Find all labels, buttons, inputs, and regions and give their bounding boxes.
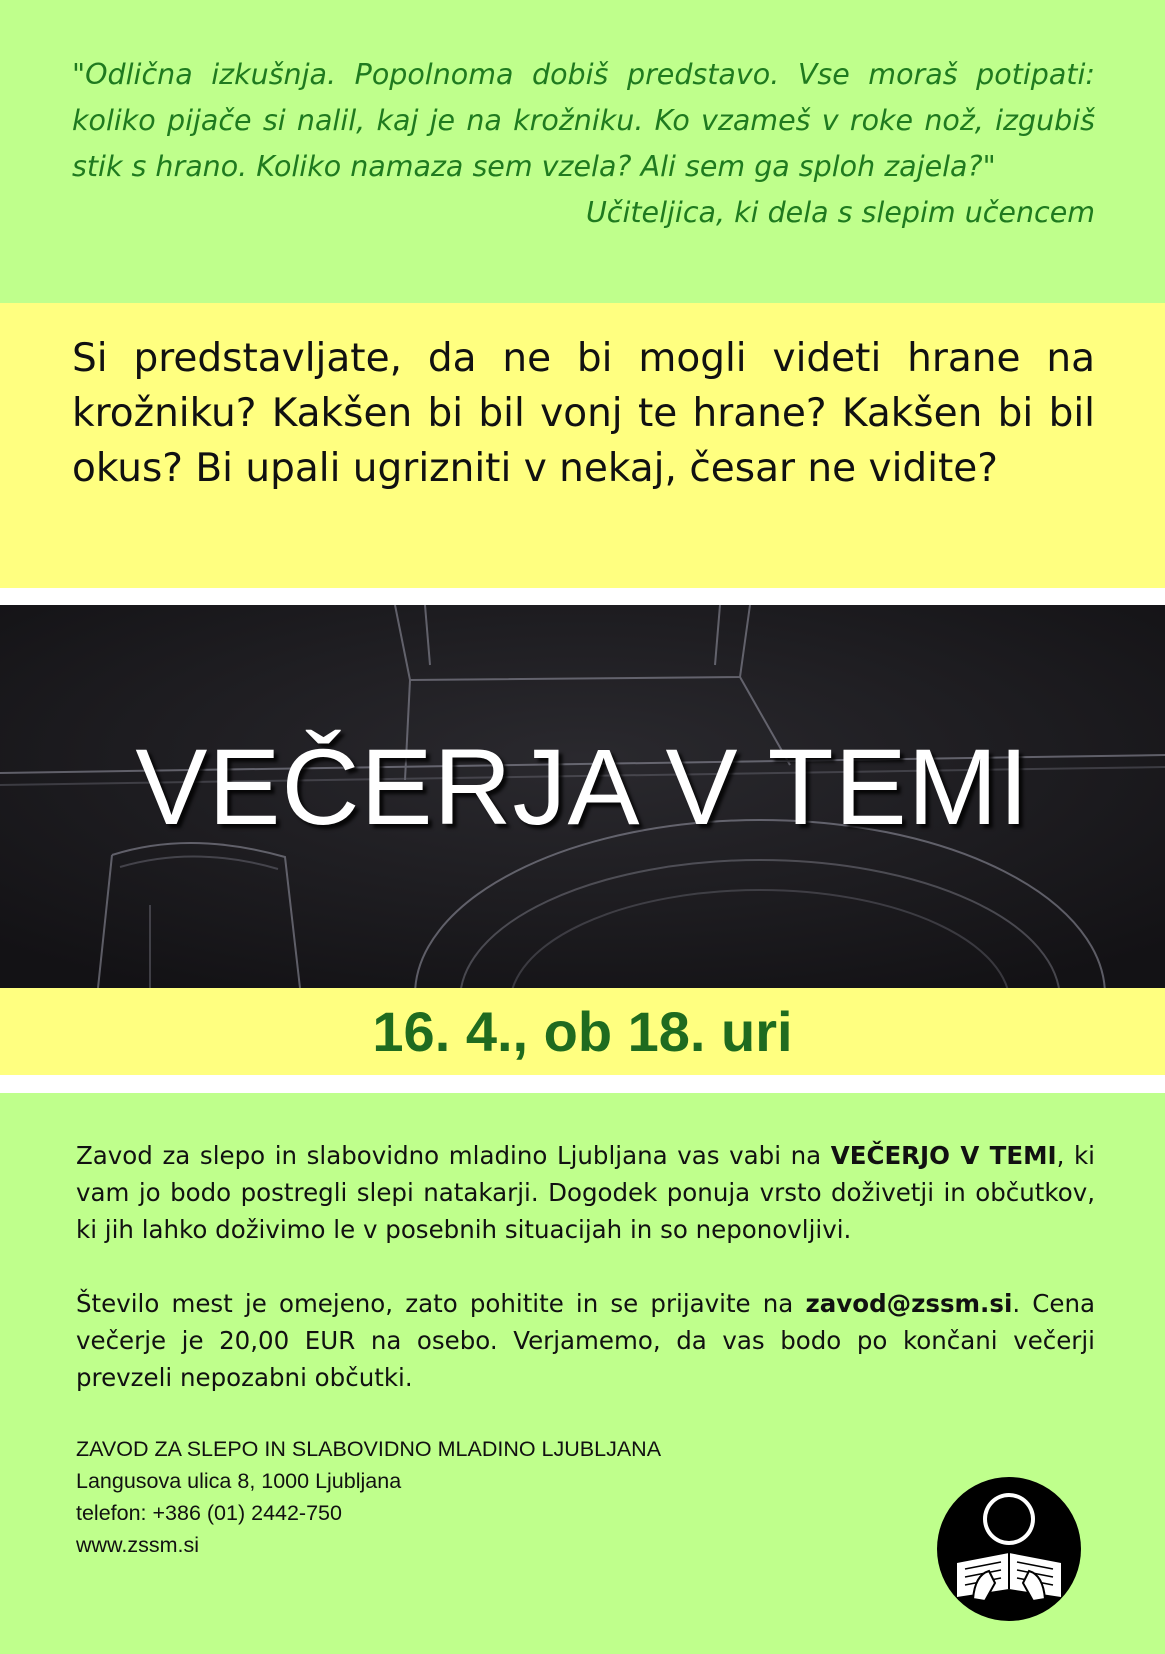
organization-phone: telefon: +386 (01) 2442-750: [76, 1501, 342, 1525]
invitation-event-name: VEČERJO V TEMI: [830, 1141, 1057, 1170]
reading-hands-logo-icon: [935, 1475, 1083, 1623]
signup-paragraph: [76, 1285, 1095, 1396]
invitation-text: Zavod za slepo in slabovidno mladino Ljubljana vas vabi na: [76, 1141, 831, 1170]
question-section: [0, 303, 1165, 588]
testimonial-quote: "Odlična izkušnja. Popolnoma dobiš predstavo. Vse moraš potipati: koliko pijače si nalil, kaj je na krožniku. Ko vzameš v roke nož, izgubiš stik s hrano. Koliko namaza sem vzela? Ali sem ga sploh zajela?": [72, 58, 1095, 183]
hero-banner: [0, 605, 1165, 988]
invitation-paragraph: [76, 1137, 1095, 1248]
event-date: 16. 4., ob 18. uri: [372, 1000, 793, 1063]
quote-author: Učiteljica, ki dela s slepim učencem: [585, 196, 1095, 229]
intro-question: Si predstavljate, da ne bi mogli videti hrane na krožniku? Kakšen bi bil vonj te hrane? Kakšen bi bil okus? Bi upali ugrizniti v nekaj, česar ne vidite?: [72, 336, 1095, 491]
signup-text-end: . Cena večerje je 20,00 EUR na osebo. Verjamemo, da vas bodo po končani večerji prevzeli nepozabni občutki.: [76, 1289, 1095, 1392]
event-title: VEČERJA V TEMI: [135, 726, 1030, 847]
organization-name: ZAVOD ZA SLEPO IN SLABOVIDNO MLADINO LJUBLJANA: [76, 1437, 662, 1461]
signup-email-link[interactable]: zavod@zssm.si: [805, 1289, 1013, 1318]
date-band: [0, 988, 1165, 1075]
organization-address: Langusova ulica 8, 1000 Ljubljana: [76, 1469, 402, 1493]
quote-section: [0, 0, 1165, 303]
signup-text: Število mest je omejeno, zato pohitite in se prijavite na: [76, 1289, 806, 1318]
organization-website[interactable]: www.zssm.si: [76, 1533, 200, 1557]
invitation-text-end: , ki vam jo bodo postregli slepi natakarji. Dogodek ponuja vrsto doživetji in občutkov, ki jih lahko doživimo le v posebnih situacijah in so neponovljivi.: [76, 1141, 1095, 1244]
